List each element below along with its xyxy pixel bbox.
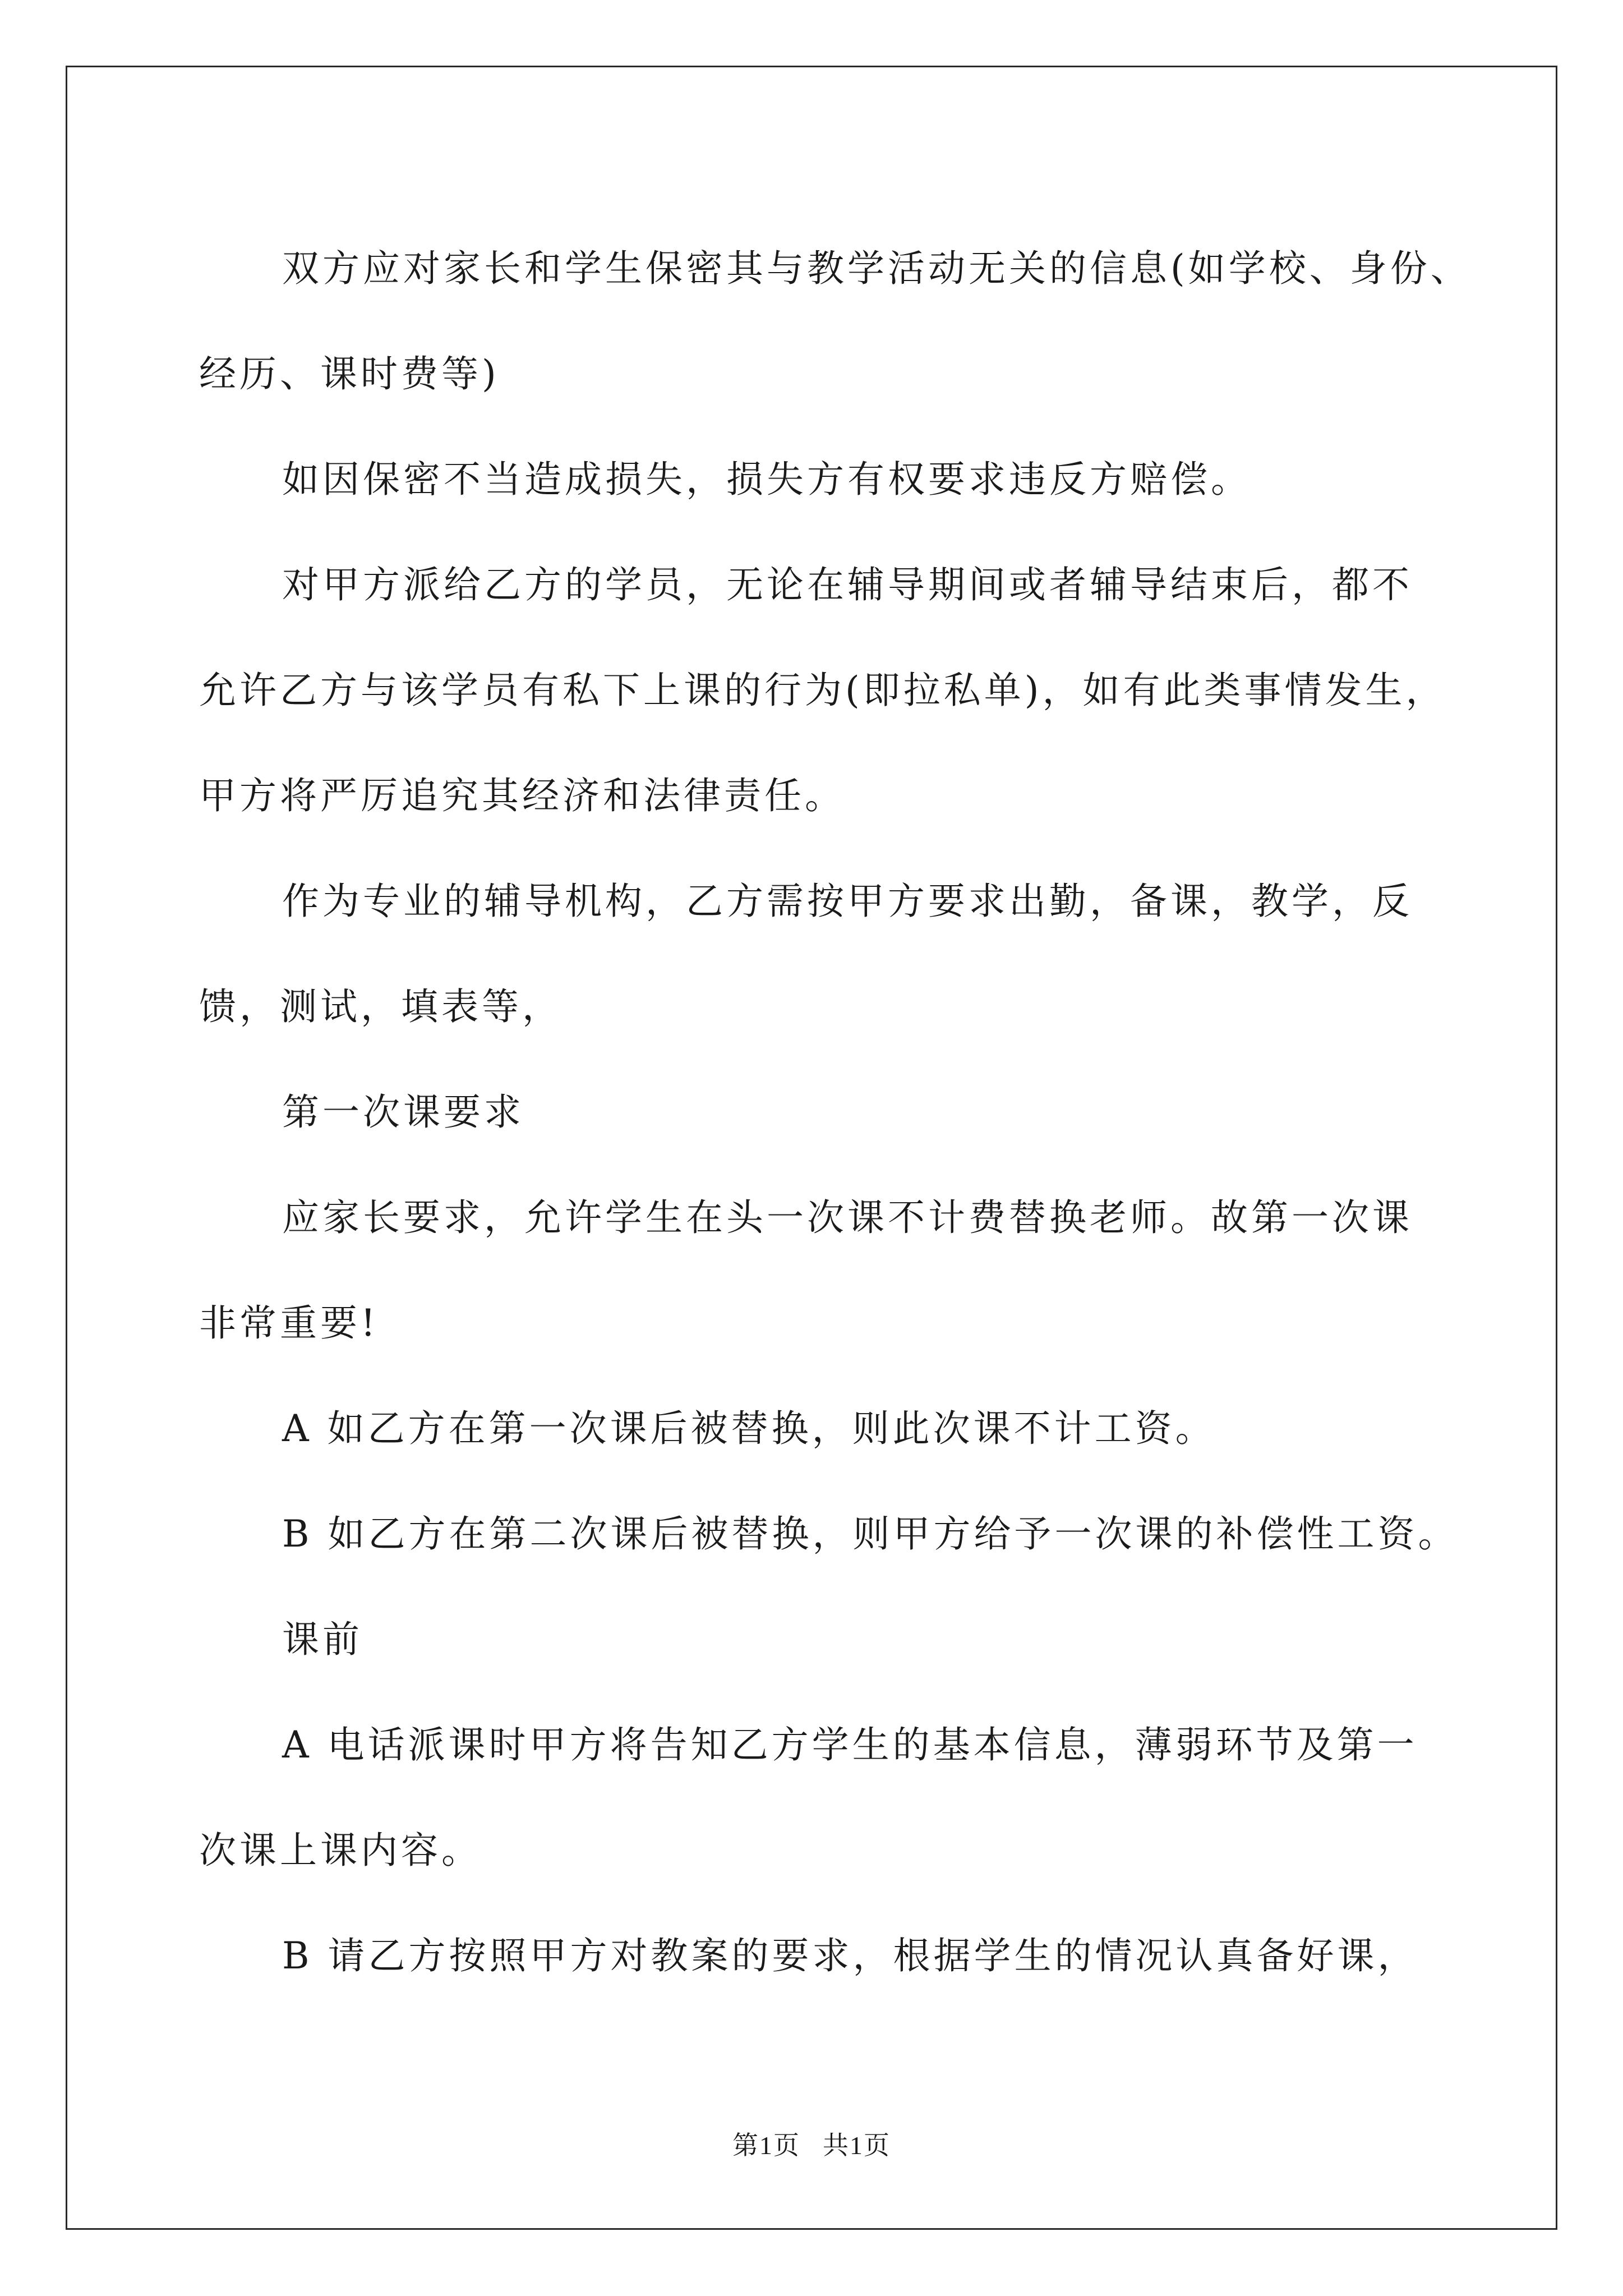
paragraph-line: B 请乙方按照甲方对教案的要求，根据学生的情况认真备好课， [282, 1934, 1418, 1977]
page-number: 第1页 [732, 2131, 800, 2160]
section-heading-first-lesson [199, 1060, 1461, 1165]
paragraph-line: 第一次课要求 [282, 1091, 524, 1134]
page-footer [0, 2125, 1623, 2162]
paragraph-line: B 如乙方在第二次课后被替换，则甲方给予一次课的补偿性工资。 [282, 1512, 1459, 1556]
paragraph-line: 非常重要! [199, 1301, 379, 1345]
paragraph-line: 应家长要求，允许学生在头一次课不计费替换老师。故第一次课 [282, 1196, 1413, 1239]
paragraph-line: 对甲方派给乙方的学员，无论在辅导期间或者辅导结束后，都不 [282, 563, 1413, 606]
paragraph-first-lesson [199, 1165, 1461, 1376]
paragraph-line: 次课上课内容。 [199, 1829, 482, 1872]
list-item-b-prepare [199, 1903, 1461, 2009]
paragraph-line: A 如乙方在第一次课后被替换，则此次课不计工资。 [282, 1407, 1216, 1450]
list-item-a-phone [199, 1692, 1461, 1903]
paragraph-private-lessons [199, 532, 1461, 849]
paragraph-confidentiality [199, 216, 1471, 427]
paragraph-line: 甲方将严厉追究其经济和法律责任。 [199, 774, 845, 817]
paragraph-line: 允许乙方与该学员有私下上课的行为(即拉私单)，如有此类事情发生， [199, 669, 1446, 712]
paragraph-line: 经历、课时费等) [199, 352, 500, 395]
page-total: 共1页 [823, 2131, 891, 2160]
list-item-a-first [199, 1376, 1461, 1481]
paragraph-duties [199, 849, 1461, 1060]
section-heading-before-class [199, 1587, 1461, 1692]
paragraph-compensation [199, 427, 1461, 532]
list-item-b-second [199, 1481, 1461, 1587]
paragraph-line: 如因保密不当造成损失，损失方有权要求违反方赔偿。 [282, 458, 1251, 501]
paragraph-line: 双方应对家长和学生保密其与教学活动无关的信息(如学校、身份、 [282, 247, 1471, 290]
paragraph-line: 馈，测试，填表等， [199, 985, 562, 1028]
paragraph-line: 作为专业的辅导机构，乙方需按甲方要求出勤，备课，教学，反 [282, 880, 1413, 923]
paragraph-line: A 电话派课时甲方将告知乙方学生的基本信息，薄弱环节及第一 [282, 1723, 1418, 1766]
paragraph-line: 课前 [282, 1618, 363, 1661]
document-body [199, 216, 1471, 2009]
